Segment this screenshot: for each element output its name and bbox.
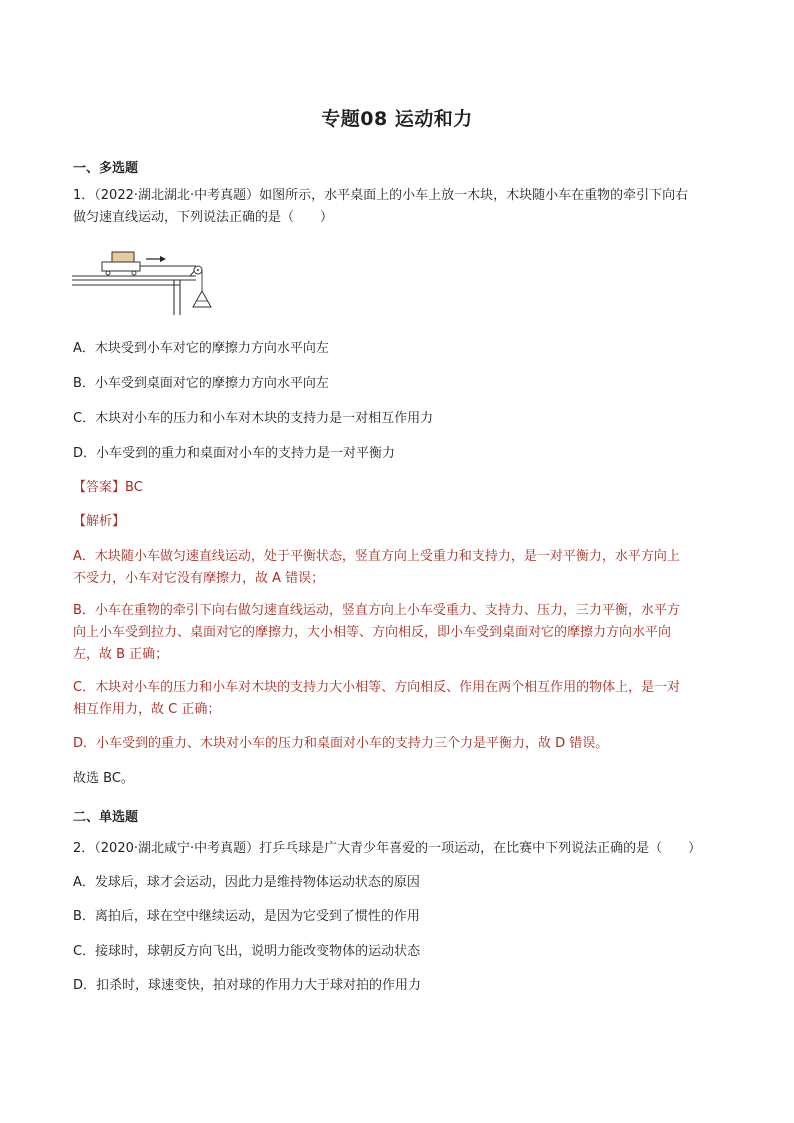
answer-tag: 【答案】 xyxy=(73,480,126,495)
q2-option-b: B．离拍后，球在空中继续运动，是因为它受到了惯性的作用 xyxy=(73,909,420,924)
analysis-line: 左，故 B 正确； xyxy=(73,647,169,662)
section-heading-multiple-choice: 一、多选题 xyxy=(73,161,139,176)
question-2-stem: 2．（2020·湖北咸宁·中考真题）打乒乓球是广大青少年喜爱的一项运动，在比赛中下列说法正确的是（ ） xyxy=(73,841,702,856)
analysis-tag: 【解析】 xyxy=(73,514,126,529)
q1-option-d: D．小车受到的重力和桌面对小车的支持力是一对平衡力 xyxy=(73,446,396,461)
q2-option-d: D．扣杀时，球速变快，拍对球的作用力大于球对拍的作用力 xyxy=(73,978,422,993)
analysis-line: 向上小车受到拉力、桌面对它的摩擦力，大小相等、方向相反，即小车受到桌面对它的摩擦力方向水平向 xyxy=(73,625,672,640)
wooden-block xyxy=(112,252,134,262)
question-1-stem-line-2: 做匀速直线运动，下列说法正确的是（ ） xyxy=(73,210,334,225)
answer-value: BC xyxy=(125,480,143,495)
cart xyxy=(102,262,140,271)
section-heading-single-choice: 二、单选题 xyxy=(73,810,139,825)
question-1-stem-line-1: 1．（2022·湖北湖北·中考真题）如图所示，水平桌面上的小车上放一木块，木块随小车在重物的牵引下向右 xyxy=(73,188,689,203)
q1-option-c: C．木块对小车的压力和小车对木块的支持力是一对相互作用力 xyxy=(73,411,434,426)
analysis-line: A．木块随小车做匀速直线运动，处于平衡状态，竖直方向上受重力和支持力，是一对平衡力，水平方向上 xyxy=(73,549,680,564)
page-title: 专题08 运动和力 xyxy=(321,108,473,130)
analysis-line: 不受力，小车对它没有摩擦力，故 A 错误； xyxy=(73,571,325,586)
hanging-weight xyxy=(193,291,211,307)
q1-option-b: B．小车受到桌面对它的摩擦力方向水平向左 xyxy=(73,376,329,391)
analysis-line: B．小车在重物的牵引下向右做匀速直线运动，竖直方向上小车受重力、支持力、压力，三力平衡，水平方 xyxy=(73,603,680,618)
answer-row xyxy=(73,477,723,499)
q1-option-a: A．木块受到小车对它的摩擦力方向水平向左 xyxy=(73,341,329,356)
analysis-line: 相互作用力，故 C 正确； xyxy=(73,702,221,717)
cart-pulley-figure xyxy=(72,245,232,320)
q2-option-c: C．接球时，球朝反方向飞出，说明力能改变物体的运动状态 xyxy=(73,944,421,959)
analysis-line: C．木块对小车的压力和小车对木块的支持力大小相等、方向相反、作用在两个相互作用的物体上，是一对 xyxy=(73,680,681,695)
analysis-line: D．小车受到的重力、木块对小车的压力和桌面对小车的支持力三个力是平衡力，故 D 错误。 xyxy=(73,736,609,751)
q2-option-a: A．发球后，球才会运动，因此力是维持物体运动状态的原因 xyxy=(73,875,420,890)
conclusion: 故选 BC。 xyxy=(73,771,134,786)
